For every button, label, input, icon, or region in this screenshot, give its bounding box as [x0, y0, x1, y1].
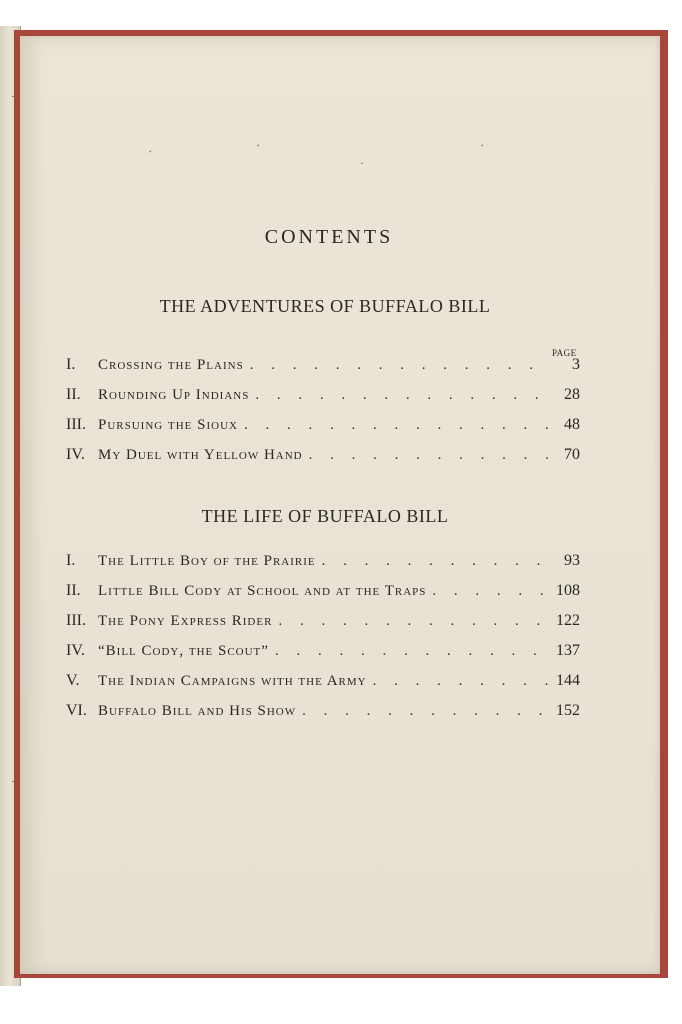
dot-leader [432, 583, 548, 600]
chapter-number: IV. [66, 446, 85, 463]
dot-leader [309, 447, 548, 464]
chapter-number: V. [66, 672, 80, 689]
paper-speck: ˊ [148, 148, 152, 162]
chapter-title: The Pony Express Rider [98, 613, 273, 629]
chapter-number: III. [66, 612, 86, 629]
contents-heading: CONTENTS [264, 226, 394, 248]
chapter-page: 144 [556, 672, 580, 689]
chapter-page: 28 [564, 386, 580, 403]
chapter-number: III. [66, 416, 86, 433]
chapter-number: II. [66, 386, 81, 403]
chapter-title: Pursuing the Sioux [98, 417, 238, 433]
paper-speck: ˊ [480, 142, 484, 156]
section-title-adventures: THE ADVENTURES OF BUFFALO BILL [159, 296, 491, 316]
section-title-life: THE LIFE OF BUFFALO BILL [201, 506, 449, 526]
chapter-page: 137 [556, 642, 580, 659]
paper-speck: · [360, 156, 364, 170]
toc-entry[interactable] [66, 642, 580, 666]
dot-leader [302, 703, 548, 720]
chapter-title: The Little Boy of the Prairie [98, 553, 316, 569]
dot-leader [250, 357, 548, 374]
paper-speck: ˊ [256, 142, 260, 156]
chapter-page: 48 [564, 416, 580, 433]
chapter-number: I. [66, 356, 76, 373]
chapter-number: IV. [66, 642, 85, 659]
chapter-page: 93 [564, 552, 580, 569]
chapter-page: 3 [572, 356, 580, 373]
contents-page [20, 36, 660, 974]
toc-entry[interactable] [66, 582, 580, 606]
toc-entry[interactable] [66, 386, 580, 410]
dot-leader [255, 387, 548, 404]
chapter-title: Buffalo Bill and His Show [98, 703, 297, 719]
page-column-label: PAGE [552, 348, 577, 358]
dot-leader [275, 643, 548, 660]
chapter-number: VI. [66, 702, 87, 719]
chapter-title: My Duel with Yellow Hand [98, 447, 303, 463]
chapter-number: II. [66, 582, 81, 599]
chapter-page: 122 [556, 612, 580, 629]
chapter-title: The Indian Campaigns with the Army [98, 673, 367, 689]
toc-entry[interactable] [66, 672, 580, 696]
dot-leader [244, 417, 548, 434]
chapter-page: 108 [556, 582, 580, 599]
toc-entry[interactable] [66, 416, 580, 440]
toc-entry[interactable] [66, 612, 580, 636]
toc-entry[interactable] [66, 356, 580, 380]
dot-leader [373, 673, 548, 690]
chapter-title: Crossing the Plains [98, 357, 244, 373]
chapter-title: Little Bill Cody at School and at the Traps [98, 583, 427, 599]
toc-entry[interactable] [66, 552, 580, 576]
chapter-title: Rounding Up Indians [98, 387, 250, 403]
chapter-page: 152 [556, 702, 580, 719]
chapter-page: 70 [564, 446, 580, 463]
chapter-title: “Bill Cody, the Scout” [98, 643, 269, 659]
dot-leader [322, 553, 548, 570]
dot-leader [278, 613, 548, 630]
toc-entry[interactable] [66, 702, 580, 726]
toc-entry[interactable] [66, 446, 580, 470]
chapter-number: I. [66, 552, 76, 569]
